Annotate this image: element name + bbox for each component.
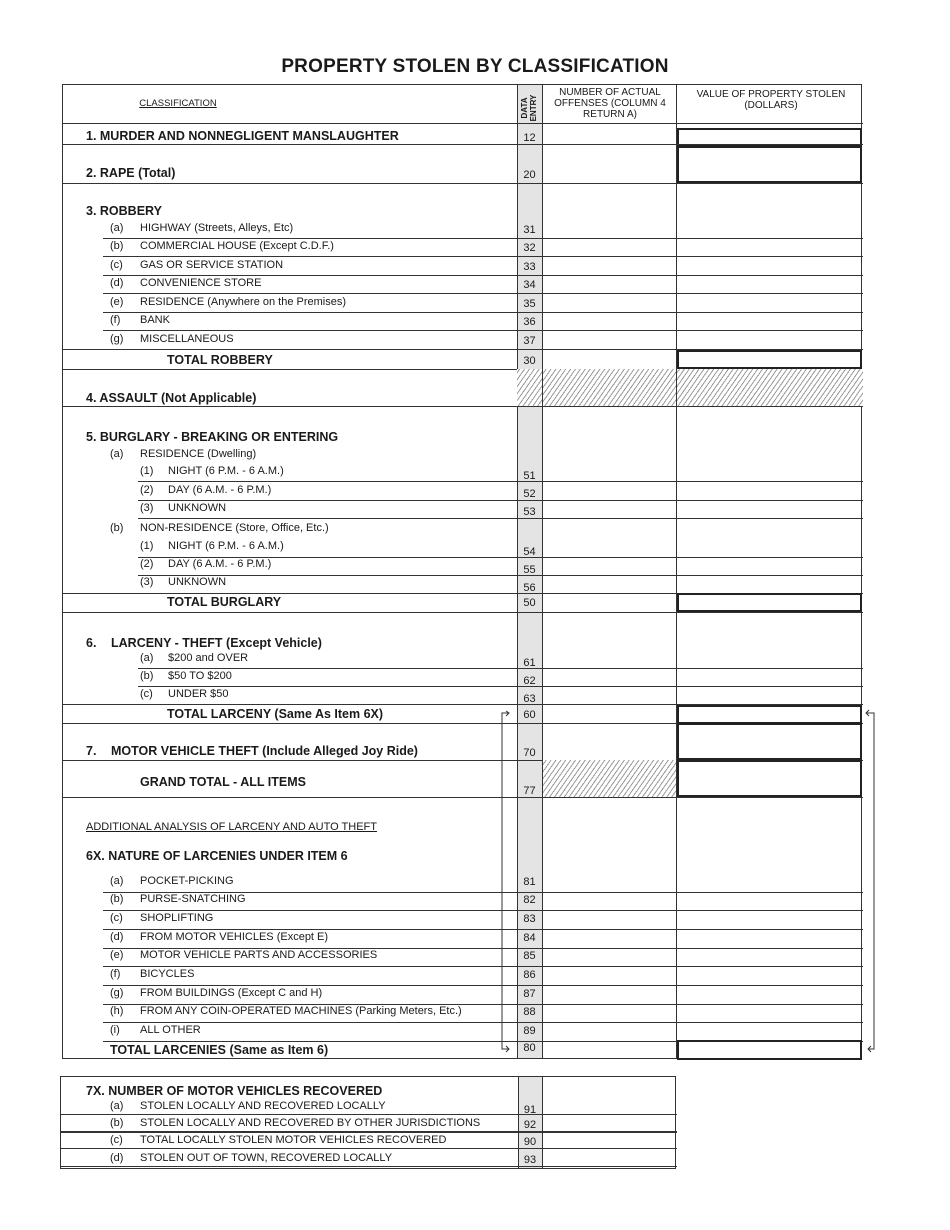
analysis-item-letter: (i) [110,1024,120,1036]
larceny-item-letter: (b) [140,670,154,682]
data-entry-label: ENTRY [529,94,538,122]
data-entry-code: 34 [523,279,536,291]
analysis-item-label: FROM BUILDINGS (Except C and H) [140,987,323,999]
analysis-heading: ADDITIONAL ANALYSIS OF LARCENY AND AUTO THEFT [86,821,377,833]
analysis-item-letter: (e) [110,949,124,961]
larceny-item-letter: (a) [140,652,154,664]
murder-label: 1. MURDER AND NONNEGLIGENT MANSLAUGHTER [86,129,399,143]
data-entry-code: 54 [523,546,536,558]
robbery-item-label: MISCELLANEOUS [140,333,234,345]
recovered-item-letter: (a) [110,1100,124,1112]
data-entry-code: 83 [523,913,536,925]
burglary-item-label: DAY (6 A.M. - 6 P.M.) [168,484,272,496]
recovered-item-letter: (c) [110,1134,123,1146]
robbery-item-letter: (d) [110,277,124,289]
data-entry-code: 81 [523,876,536,888]
robbery-item-label: CONVENIENCE STORE [140,277,262,289]
analysis-item-label: ALL OTHER [140,1024,201,1036]
robbery-item-letter: (b) [110,240,124,252]
recovered-item-label: TOTAL LOCALLY STOLEN MOTOR VEHICLES RECOVERED [140,1134,447,1146]
burglary-residence-label: RESIDENCE (Dwelling) [140,448,257,460]
data-entry-code: 86 [523,969,536,981]
larcenies-total-label: TOTAL LARCENIES (Same as Item 6) [110,1043,329,1057]
burglary-letter: (a) [110,448,124,460]
data-entry-code: 77 [523,785,536,797]
data-entry-code: 33 [523,261,536,273]
robbery-item-letter: (a) [110,222,124,234]
analysis-item-label: POCKET-PICKING [140,875,234,887]
robbery-total-label: TOTAL ROBBERY [167,353,273,367]
data-entry-code: 85 [523,950,536,962]
data-entry-code: 62 [523,675,536,687]
recovered-item-letter: (b) [110,1117,124,1129]
data-entry-code: 12 [523,132,536,144]
burglary-num: (3) [140,576,154,588]
analysis-item-label: FROM MOTOR VEHICLES (Except E) [140,931,329,943]
robbery-item-letter: (c) [110,259,123,271]
burglary-item-label: UNKNOWN [168,576,227,588]
analysis-item-label: BICYCLES [140,968,195,980]
data-entry-code: 50 [523,597,536,609]
burglary-item-label: UNKNOWN [168,502,227,514]
data-entry-code: 70 [523,747,536,759]
data-entry-code: 55 [523,564,536,576]
data-entry-code: 30 [523,355,536,367]
analysis-item-letter: (c) [110,912,123,924]
analysis-item-letter: (g) [110,987,124,999]
page-title: PROPERTY STOLEN BY CLASSIFICATION [281,56,669,77]
burglary-num: (3) [140,502,154,514]
robbery-item-label: GAS OR SERVICE STATION [140,259,284,271]
larceny-label: LARCENY - THEFT (Except Vehicle) [111,636,322,650]
data-entry-code: 93 [523,1154,537,1166]
data-entry-code: 20 [523,169,536,181]
robbery-item-label: HIGHWAY (Streets, Alleys, Etc) [140,222,294,234]
analysis-item-letter: (d) [110,931,124,943]
data-entry-code: 88 [523,1006,536,1018]
burglary-item-label: DAY (6 A.M. - 6 P.M.) [168,558,272,570]
offenses-header: NUMBER OF ACTUAL OFFENSES (COLUMN 4 RETURN A) [554,87,666,120]
classification-header: CLASSIFICATION [139,98,217,109]
larceny-total-label: TOTAL LARCENY (Same As Item 6X) [167,707,384,721]
burglary-total-label: TOTAL BURGLARY [167,595,282,609]
larceny-num: 6. [86,636,97,650]
data-entry-code: 87 [523,988,536,1000]
analysis-item-letter: (h) [110,1005,124,1017]
data-entry-code: 92 [523,1119,537,1131]
analysis-label: 6X. NATURE OF LARCENIES UNDER ITEM 6 [86,849,348,863]
recovered-item-letter: (d) [110,1152,124,1164]
larceny-item-label: $200 and OVER [168,652,249,664]
robbery-label: 3. ROBBERY [86,204,162,218]
burglary-nonresidence-label: NON-RESIDENCE (Store, Office, Etc.) [140,522,329,534]
robbery-item-label: COMMERCIAL HOUSE (Except C.D.F.) [140,240,334,252]
burglary-item-label: NIGHT (6 P.M. - 6 A.M.) [168,540,284,552]
data-entry-code: 32 [523,242,536,254]
recovered-item-label: STOLEN LOCALLY AND RECOVERED BY OTHER JURISDICTIONS [140,1117,481,1129]
analysis-item-label: SHOPLIFTING [140,912,214,924]
recovered-label: 7X. NUMBER OF MOTOR VEHICLES RECOVERED [86,1084,383,1098]
burglary-num: (2) [140,558,154,570]
data-entry-code: 52 [523,488,536,500]
data-entry-code: 31 [523,224,536,236]
data-entry-code: 60 [523,709,536,721]
robbery-item-label: RESIDENCE (Anywhere on the Premises) [140,296,347,308]
grand-total-label: GRAND TOTAL - ALL ITEMS [140,775,306,789]
data-entry-code: 37 [523,335,536,347]
larceny-item-letter: (c) [140,688,153,700]
data-entry-code: 63 [523,693,536,705]
recovered-item-label: STOLEN LOCALLY AND RECOVERED LOCALLY [140,1100,386,1112]
robbery-item-label: BANK [140,314,170,326]
analysis-item-letter: (f) [110,968,121,980]
data-entry-code: 36 [523,316,536,328]
larceny-item-label: UNDER $50 [168,688,229,700]
data-entry-code: 82 [523,894,536,906]
data-entry-code: 51 [523,470,536,482]
burglary-num: (1) [140,540,154,552]
analysis-item-label: PURSE-SNATCHING [140,893,246,905]
data-entry-label: DATA [520,97,529,119]
burglary-num: (1) [140,465,154,477]
robbery-item-letter: (e) [110,296,124,308]
rape-label: 2. RAPE (Total) [86,166,176,180]
burglary-item-label: NIGHT (6 P.M. - 6 A.M.) [168,465,284,477]
analysis-item-letter: (b) [110,893,124,905]
analysis-item-label: FROM ANY COIN-OPERATED MACHINES (Parking Meters, Etc.) [140,1005,462,1017]
data-entry-code: 89 [523,1025,536,1037]
recovered-item-label: STOLEN OUT OF TOWN, RECOVERED LOCALLY [140,1152,393,1164]
data-entry-code: 84 [523,932,536,944]
data-entry-code: 35 [523,298,536,310]
robbery-item-letter: (f) [110,314,121,326]
analysis-item-label: MOTOR VEHICLE PARTS AND ACCESSORIES [140,949,378,961]
data-entry-code: 80 [523,1042,536,1054]
mvt-num: 7. [86,744,97,758]
burglary-label: 5. BURGLARY - BREAKING OR ENTERING [86,430,339,444]
burglary-letter: (b) [110,522,124,534]
burglary-num: (2) [140,484,154,496]
assault-label: 4. ASSAULT (Not Applicable) [86,391,257,405]
larceny-item-label: $50 TO $200 [168,670,232,682]
data-entry-code: 90 [523,1136,537,1148]
data-entry-code: 56 [523,582,536,594]
analysis-item-letter: (a) [110,875,124,887]
data-entry-code: 53 [523,506,536,518]
mvt-label: MOTOR VEHICLE THEFT (Include Alleged Joy Ride) [111,744,418,758]
data-entry-code: 91 [523,1104,537,1116]
data-entry-code: 61 [523,657,536,669]
robbery-item-letter: (g) [110,333,124,345]
value-header: VALUE OF PROPERTY STOLEN (DOLLARS) [696,89,846,111]
